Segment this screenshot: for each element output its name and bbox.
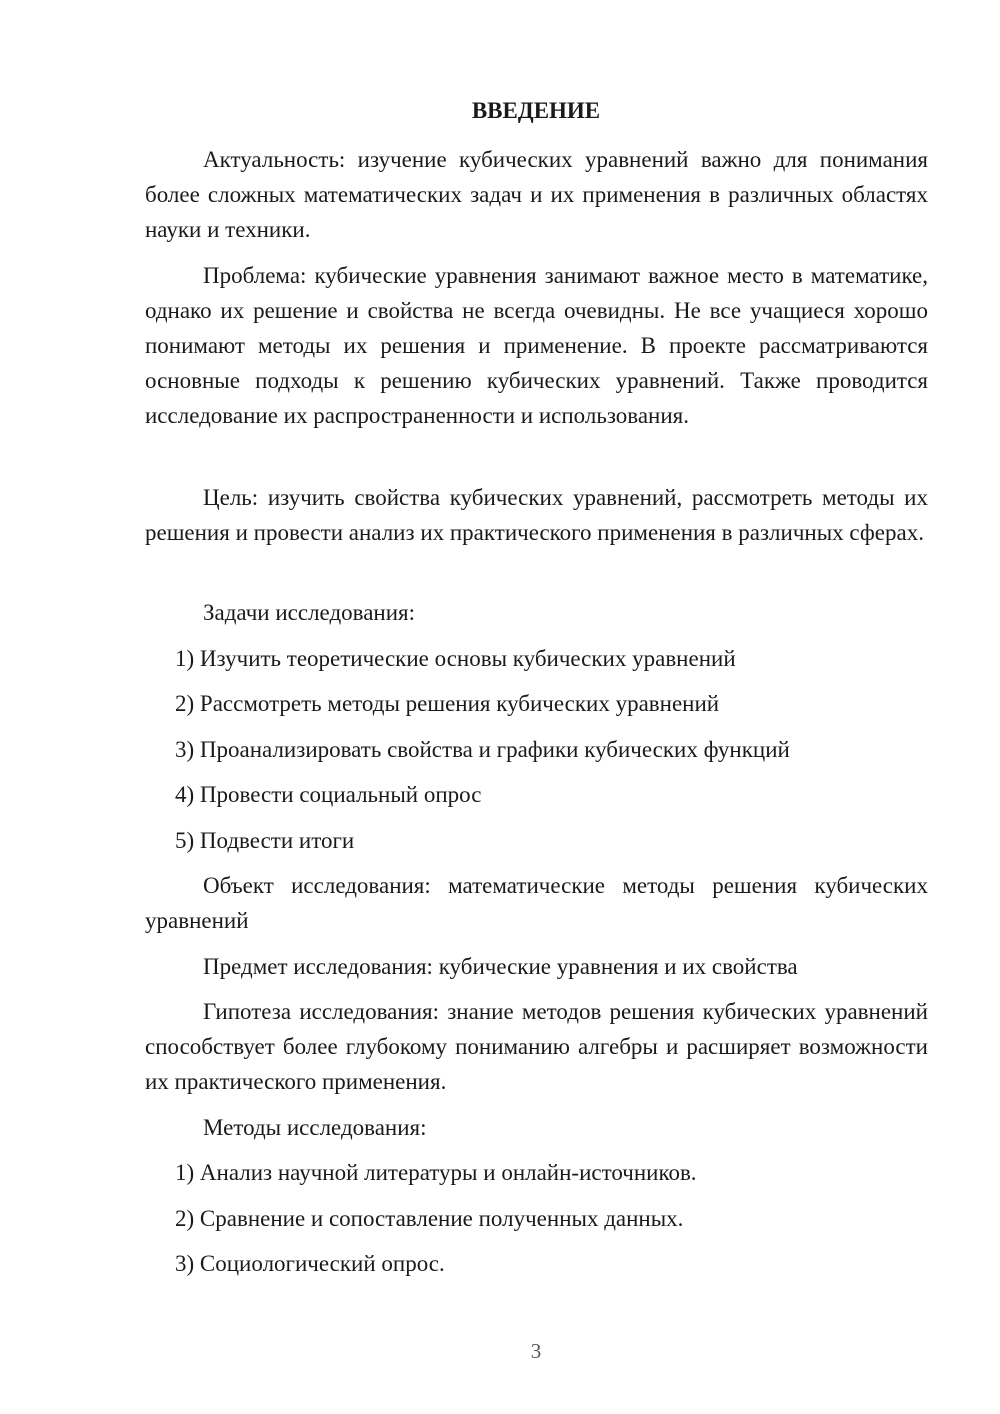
task-item: 3) Проанализировать свойства и графики кубических функций bbox=[175, 737, 790, 762]
methods-heading: Методы исследования: bbox=[203, 1115, 427, 1140]
paragraph-subject: Предмет исследования: кубические уравнения и их свойства bbox=[203, 954, 798, 979]
paragraph-relevance: Актуальность: изучение кубических уравнений важно для понимания более сложных математических задач и их применения в различных областях науки и техники. bbox=[145, 147, 928, 242]
method-item: 1) Анализ научной литературы и онлайн-источников. bbox=[175, 1160, 697, 1185]
tasks-heading: Задачи исследования: bbox=[203, 600, 416, 625]
method-item: 3) Социологический опрос. bbox=[175, 1251, 445, 1276]
task-item: 2) Рассмотреть методы решения кубических уравнений bbox=[175, 691, 720, 716]
page-number: 3 bbox=[530, 1339, 542, 1363]
paragraph-object: Объект исследования: математические методы решения кубических уравнений bbox=[145, 873, 928, 933]
task-item: 1) Изучить теоретические основы кубических уравнений bbox=[175, 646, 736, 671]
method-item: 2) Сравнение и сопоставление полученных данных. bbox=[175, 1206, 684, 1231]
task-item: 4) Провести социальный опрос bbox=[175, 782, 482, 807]
task-item: 5) Подвести итоги bbox=[175, 828, 355, 853]
page-title: ВВЕДЕНИЕ bbox=[471, 98, 601, 123]
paragraph-hypothesis: Гипотеза исследования: знание методов решения кубических уравнений способствует более глубокому пониманию алгебры и расширяет возможности их практического применения. bbox=[145, 999, 928, 1094]
paragraph-goal: Цель: изучить свойства кубических уравнений, рассмотреть методы их решения и провести анализ их практического применения в различных сферах. bbox=[145, 485, 928, 545]
paragraph-problem: Проблема: кубические уравнения занимают важное место в математике, однако их решение и свойства не всегда очевидны. Не все учащиеся хорошо понимают методы их решения и применение. В проекте рассматриваются основные подходы к решению кубических уравнений. Также проводится исследование их распространенности и использования. bbox=[145, 263, 928, 428]
